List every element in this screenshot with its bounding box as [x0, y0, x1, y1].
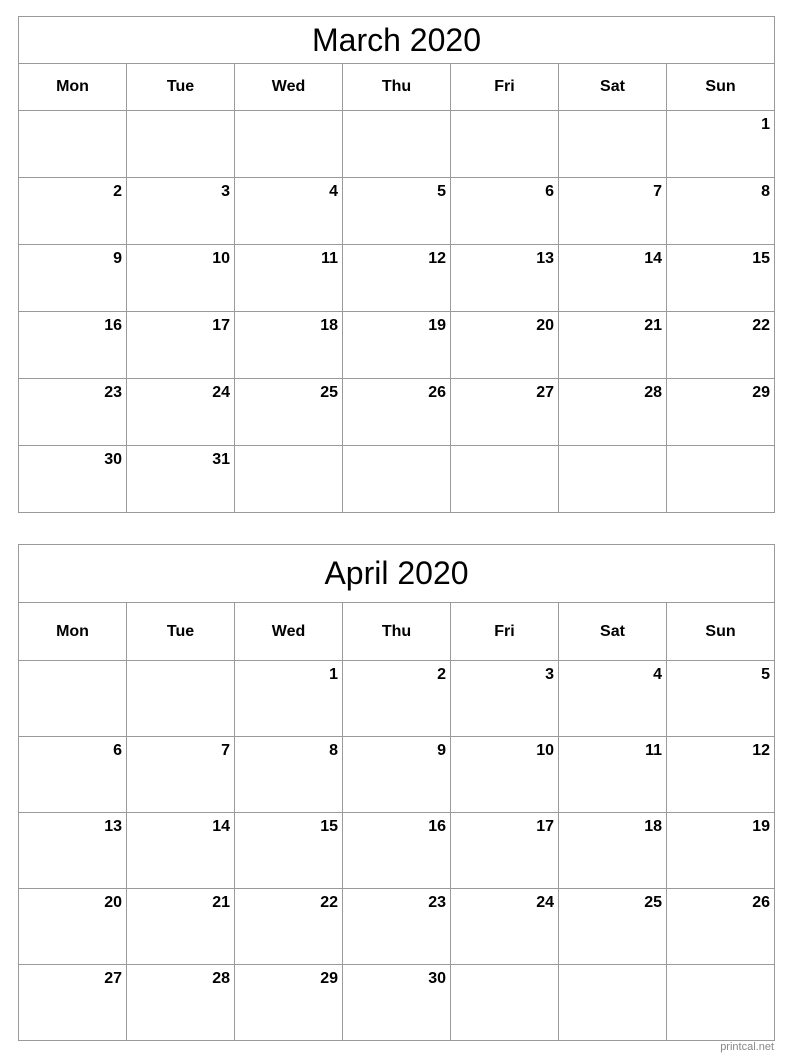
day-cell [559, 661, 667, 737]
weekday-mon: Mon [19, 603, 127, 661]
week-row [19, 813, 775, 889]
day-number [235, 111, 342, 117]
day-number [667, 446, 774, 452]
day-number: 13 [104, 818, 122, 835]
day-cell [667, 446, 775, 513]
day-number: 20 [104, 894, 122, 911]
day-number: 17 [212, 317, 230, 334]
day-number: 27 [104, 970, 122, 987]
day-cell [343, 312, 451, 379]
day-cell [451, 245, 559, 312]
day-number [343, 446, 450, 452]
day-number: 28 [212, 970, 230, 987]
day-cell [19, 312, 127, 379]
day-number: 3 [545, 666, 554, 683]
day-cell [667, 178, 775, 245]
day-cell [19, 813, 127, 889]
day-cell [559, 312, 667, 379]
weekday-fri: Fri [451, 64, 559, 111]
day-number: 6 [545, 183, 554, 200]
day-number [19, 111, 126, 117]
weekday-fri: Fri [451, 603, 559, 661]
day-number: 24 [536, 894, 554, 911]
day-cell [451, 312, 559, 379]
day-number: 21 [644, 317, 662, 334]
day-cell [343, 965, 451, 1041]
weekday-header-row [19, 603, 775, 661]
month-title: March 2020 [19, 17, 775, 64]
day-cell [667, 965, 775, 1041]
day-number: 23 [428, 894, 446, 911]
day-number: 4 [329, 183, 338, 200]
weekday-tue: Tue [127, 64, 235, 111]
day-number: 19 [428, 317, 446, 334]
day-cell [127, 111, 235, 178]
day-cell [127, 813, 235, 889]
day-number: 5 [437, 183, 446, 200]
day-cell [451, 178, 559, 245]
weekday-header-row [19, 64, 775, 111]
day-cell [127, 889, 235, 965]
day-number: 2 [437, 666, 446, 683]
day-number: 19 [752, 818, 770, 835]
day-cell [667, 813, 775, 889]
week-row [19, 446, 775, 513]
day-number: 15 [752, 250, 770, 267]
day-number: 28 [644, 384, 662, 401]
day-cell [19, 111, 127, 178]
day-number: 26 [428, 384, 446, 401]
weekday-tue: Tue [127, 603, 235, 661]
week-row [19, 379, 775, 446]
day-cell [343, 813, 451, 889]
day-number: 17 [536, 818, 554, 835]
day-cell [235, 446, 343, 513]
day-cell [127, 661, 235, 737]
march-calendar-grid [18, 16, 775, 513]
day-cell [235, 813, 343, 889]
day-number [667, 965, 774, 971]
site-credit: printcal.net [720, 1041, 774, 1053]
day-cell [343, 111, 451, 178]
weekday-wed: Wed [235, 603, 343, 661]
day-number: 25 [320, 384, 338, 401]
day-number: 11 [321, 250, 338, 267]
weekday-wed: Wed [235, 64, 343, 111]
day-cell [559, 965, 667, 1041]
day-number [451, 446, 558, 452]
day-cell [559, 889, 667, 965]
day-cell [667, 111, 775, 178]
weekday-thu: Thu [343, 603, 451, 661]
march-2020-calendar [18, 16, 774, 513]
day-cell [667, 661, 775, 737]
day-cell [235, 661, 343, 737]
day-number: 8 [329, 742, 338, 759]
day-number: 23 [104, 384, 122, 401]
day-number [127, 111, 234, 117]
day-number: 30 [428, 970, 446, 987]
day-cell [559, 737, 667, 813]
day-cell [559, 813, 667, 889]
day-cell [19, 889, 127, 965]
day-number: 3 [221, 183, 230, 200]
day-number [19, 661, 126, 667]
day-number: 22 [320, 894, 338, 911]
day-cell [235, 312, 343, 379]
day-number: 7 [653, 183, 662, 200]
day-number: 12 [752, 742, 770, 759]
weekday-thu: Thu [343, 64, 451, 111]
day-cell [235, 889, 343, 965]
day-cell [343, 245, 451, 312]
day-number: 7 [221, 742, 230, 759]
day-cell [559, 245, 667, 312]
day-number: 16 [104, 317, 122, 334]
day-cell [127, 312, 235, 379]
day-cell [235, 245, 343, 312]
day-number: 1 [329, 666, 338, 683]
day-number: 5 [761, 666, 770, 683]
month-title: April 2020 [19, 545, 775, 603]
day-number: 27 [536, 384, 554, 401]
day-cell [19, 178, 127, 245]
day-number [235, 446, 342, 452]
week-row [19, 889, 775, 965]
week-row [19, 661, 775, 737]
day-cell [127, 737, 235, 813]
day-cell [559, 111, 667, 178]
day-cell [559, 446, 667, 513]
day-number: 1 [761, 116, 770, 133]
day-number [451, 111, 558, 117]
day-cell [127, 245, 235, 312]
day-number: 18 [644, 818, 662, 835]
april-calendar-grid [18, 544, 775, 1041]
day-number: 22 [752, 317, 770, 334]
day-cell [235, 737, 343, 813]
day-number: 26 [752, 894, 770, 911]
week-row [19, 111, 775, 178]
day-number: 31 [212, 451, 230, 468]
day-cell [451, 379, 559, 446]
day-cell [19, 245, 127, 312]
day-cell [451, 737, 559, 813]
day-cell [343, 661, 451, 737]
day-cell [667, 245, 775, 312]
day-number: 13 [536, 250, 554, 267]
day-cell [235, 178, 343, 245]
day-cell [451, 889, 559, 965]
day-number: 8 [761, 183, 770, 200]
april-2020-calendar [18, 544, 774, 1041]
day-cell [451, 111, 559, 178]
weekday-mon: Mon [19, 64, 127, 111]
day-number: 16 [428, 818, 446, 835]
day-number: 12 [428, 250, 446, 267]
day-number: 6 [113, 742, 122, 759]
day-cell [451, 813, 559, 889]
day-cell [559, 178, 667, 245]
day-cell [19, 965, 127, 1041]
day-cell [667, 312, 775, 379]
day-number: 9 [113, 250, 122, 267]
day-number: 30 [104, 451, 122, 468]
day-number [559, 965, 666, 971]
weekday-sat: Sat [559, 64, 667, 111]
day-number [559, 111, 666, 117]
day-number: 10 [212, 250, 230, 267]
day-number: 15 [320, 818, 338, 835]
day-number: 9 [437, 742, 446, 759]
day-number: 24 [212, 384, 230, 401]
day-number: 21 [212, 894, 230, 911]
day-cell [127, 965, 235, 1041]
day-cell [451, 661, 559, 737]
weekday-sun: Sun [667, 64, 775, 111]
day-cell [343, 446, 451, 513]
weekday-sun: Sun [667, 603, 775, 661]
day-number [343, 111, 450, 117]
day-number [559, 446, 666, 452]
day-cell [343, 737, 451, 813]
day-cell [127, 446, 235, 513]
day-cell [343, 178, 451, 245]
day-cell [19, 661, 127, 737]
week-row [19, 245, 775, 312]
day-number: 14 [212, 818, 230, 835]
day-cell [235, 111, 343, 178]
day-cell [559, 379, 667, 446]
day-cell [667, 737, 775, 813]
day-number: 2 [113, 183, 122, 200]
day-cell [127, 379, 235, 446]
day-number: 25 [644, 894, 662, 911]
day-number: 10 [536, 742, 554, 759]
week-row [19, 312, 775, 379]
day-cell [667, 889, 775, 965]
day-cell [451, 965, 559, 1041]
day-cell [343, 889, 451, 965]
day-cell [235, 379, 343, 446]
day-number: 14 [644, 250, 662, 267]
week-row [19, 737, 775, 813]
day-cell [343, 379, 451, 446]
day-cell [19, 446, 127, 513]
day-cell [235, 965, 343, 1041]
day-cell [19, 379, 127, 446]
day-cell [127, 178, 235, 245]
day-number: 18 [320, 317, 338, 334]
day-number: 20 [536, 317, 554, 334]
weekday-sat: Sat [559, 603, 667, 661]
day-number: 11 [645, 742, 662, 759]
day-number [451, 965, 558, 971]
day-number [127, 661, 234, 667]
day-number: 4 [653, 666, 662, 683]
day-number: 29 [752, 384, 770, 401]
day-cell [19, 737, 127, 813]
day-number: 29 [320, 970, 338, 987]
day-cell [451, 446, 559, 513]
week-row [19, 965, 775, 1041]
week-row [19, 178, 775, 245]
day-cell [667, 379, 775, 446]
